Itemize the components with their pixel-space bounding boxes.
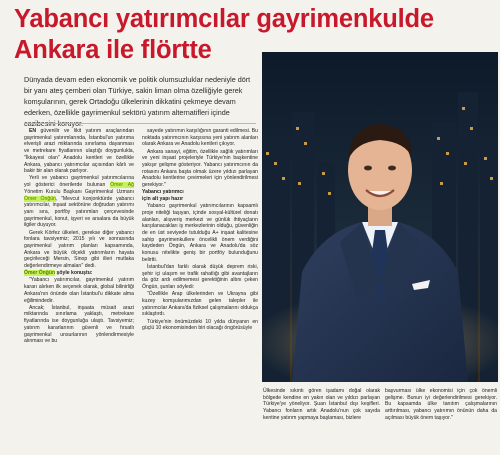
paragraph: İstanbul'dan farklı olarak düşük deprem riski, şehir içi ulaşım ve trafik rahatlığı gibi avantajların da göz ardı edilmemesi gerektiğinin altını çeken Öngün, şunları söyledi: [142,264,258,291]
article-column-3 [263,388,380,422]
highlighted-name: Ömer Önğün [24,270,56,277]
subheading [142,189,258,202]
paragraph-text: , "Mevcut konjonktürde yabancı yatırımcılar, inşaat sektörüne doğrudan yatırımı yanı sıra, portföy yatırımları çerçevesinde gayrimenkul, konut, işyeri ve arsalara da büyük ilgiler duyuyor. [24,195,134,229]
headline-line-1: Yabancı yatırımcılar gayrimenkulde [14,5,434,33]
subheading-line: Yabancı yatırımcı [142,189,184,196]
paragraph: Ancak; İstanbul, inşaata müsait arazi miktarında sınırlama yaklaştı, metrekare fiyatlarında ise doygunluğa ulaştı. Tavsiyemiz; yatırım kararlarının güvenli ve fırsatlı gayrimenkul unsurlarının yönlendirmesiyle alınması ve bu [24,304,134,345]
subheading-text: şöyle konuştu: [55,270,93,277]
article-column-4 [385,388,497,422]
article-column-2 [142,128,258,333]
highlighted-name: Ömer Ağ [110,182,134,189]
paragraph [24,175,134,229]
paragraph: Gerek Körfez ülkeleri, gerekse diğer yabancı fonlara tavsiyemiz; 2015 yılı ve sonrasında gayrimenkul yatırım planları kapsamında, Ankara ve büyük ölçekli yatırımların hayata geçirileceği Mersin, Sinop gibi illeri mutlaka değerlendirmeye almaları" dedi. [24,229,134,270]
paragraph: "Yabancı yatırımcılar, gayrimenkul yatırım kararı alırken ilk seçenek olarak, global bilinirliği Ankara'nın önünde olan İstanbul'u dikkate alma eğilimindedir. [24,277,134,304]
paragraph: Yabancı gayrimenkul yatırımcılarının kapsamlı proje niteliği taşıyan, içinde sosyal-kültürel donatı alanları, alışveriş merkezi ve günlük ihtiyaçların karşılanacakları iş merkezlerinin olduğu, güvenliğin de en üst seviyede tutulduğu A+ inşaat kalitesine sahip gayrimenkullere öncelikli önem verdiğini kaydeden Öngün, Ankara ve Anadolu'da söz konusu nitelikte geniş bir portföy bulunduğunu belirtti. [142,203,258,263]
portrait-photo [262,52,498,382]
paragraph-text: güvenilir ve likit yatırım araçlarından gayrimenkul yatırımlarında, İstanbul'un yatırıma elverişli arazi miktarında sınırlama dayanması ve metrekare fiyatlarının ulaştığı doygunlukla, "İkkayesi olan" Anadolu kentleri ve özellikle Ankara, yabancı yatırımcılar açısından kârlı ve bakir bir alan olarak parlıyor. [24,128,134,175]
paragraph: başvurması ülke ekonomisi için çok önemli gelişme. Bunun iyi değerlendirilmesi gerekiyor. Bu kapsamda ülke tanıtım çalışmalarının arttırılması, yabancı yatırımın önünün daha da açılması büyük önem taşıyor." [385,388,497,421]
paragraph: Ülkesinde sıkıntı gören işadamı doğal olarak bölgede kendine en yakın olan ve yıldızı parlayan Türkiye'ye yöneliyor. Şuan İstanbul dışı keşifleri. Yabancı fonların artık Anadolu'nun çok sayıda kentine yatırım yapmaya başlaması, bizlere [263,388,380,421]
subheading [24,270,134,277]
article-column-1 [24,128,134,346]
highlighted-name: Ömer Önğün [24,195,56,202]
paragraph [24,128,134,175]
paragraph-text: Yönetim Kurulu Başkanı Gayrimenkul Uzmanı [24,188,134,195]
paragraph: sayede yatırımın karşılığının garanti edilmesi. Bu noktada yatırımcının karşısına yeni yatırım alanları olarak Ankara ve Anadolu kentleri çıkıyor. [142,128,258,148]
paragraph: "Özellikle Arap ülkelerinden ve Ukrayna gibi kuzey komşularımızdan gelen talepler ile yatırımcılar Ankara'da fiziksel çalışmalarını oldukça sıklaştırdı. [142,291,258,318]
paragraph-text: Yerli ve yabancı gayrimenkul yatırımcılarına yol gösterici önerilerde bulunan [24,175,134,189]
drop-lead: EN [29,128,37,134]
paragraph: Türkiye'nin önümüzdeki 10 yılda dünyanın en güçlü 10 ekonomisinden biri olacağı öngörüsüyle [142,318,258,332]
lead-paragraph: Dünyada devam eden ekonomik ve politik olumsuzluklar nedeniyle dört bir yanı ateş çemberi olan Türkiye, sakin liman olma özelliğiyle gerek komşularının, gerek Ortadoğu ülkelerinin dikkatini çekmeye devam ederken, özellikle gayrimenkul sektörü yatırım alternatifleri içinde cazibesini koruyor. [24,75,251,128]
portrait-illustration [262,52,498,382]
subheading-line: için alt yapı hazır [142,196,184,203]
headline-line-2: Ankara ile flörtte [14,36,212,64]
paragraph: Ankara sanayi, eğitim, özellikle sağlık yatırımları ve yeni inşaat projeleriyle Türkiye'nin başkentine yakışır gelişme gösteriyor. Yabancı yatırımcının da rotasını Ankara başta olmak üzere yıldızı parlayan Anadolu kentlerine çevirmeleri için yönlendirilmesi gerekiyor." [142,148,258,189]
divider [24,123,256,124]
